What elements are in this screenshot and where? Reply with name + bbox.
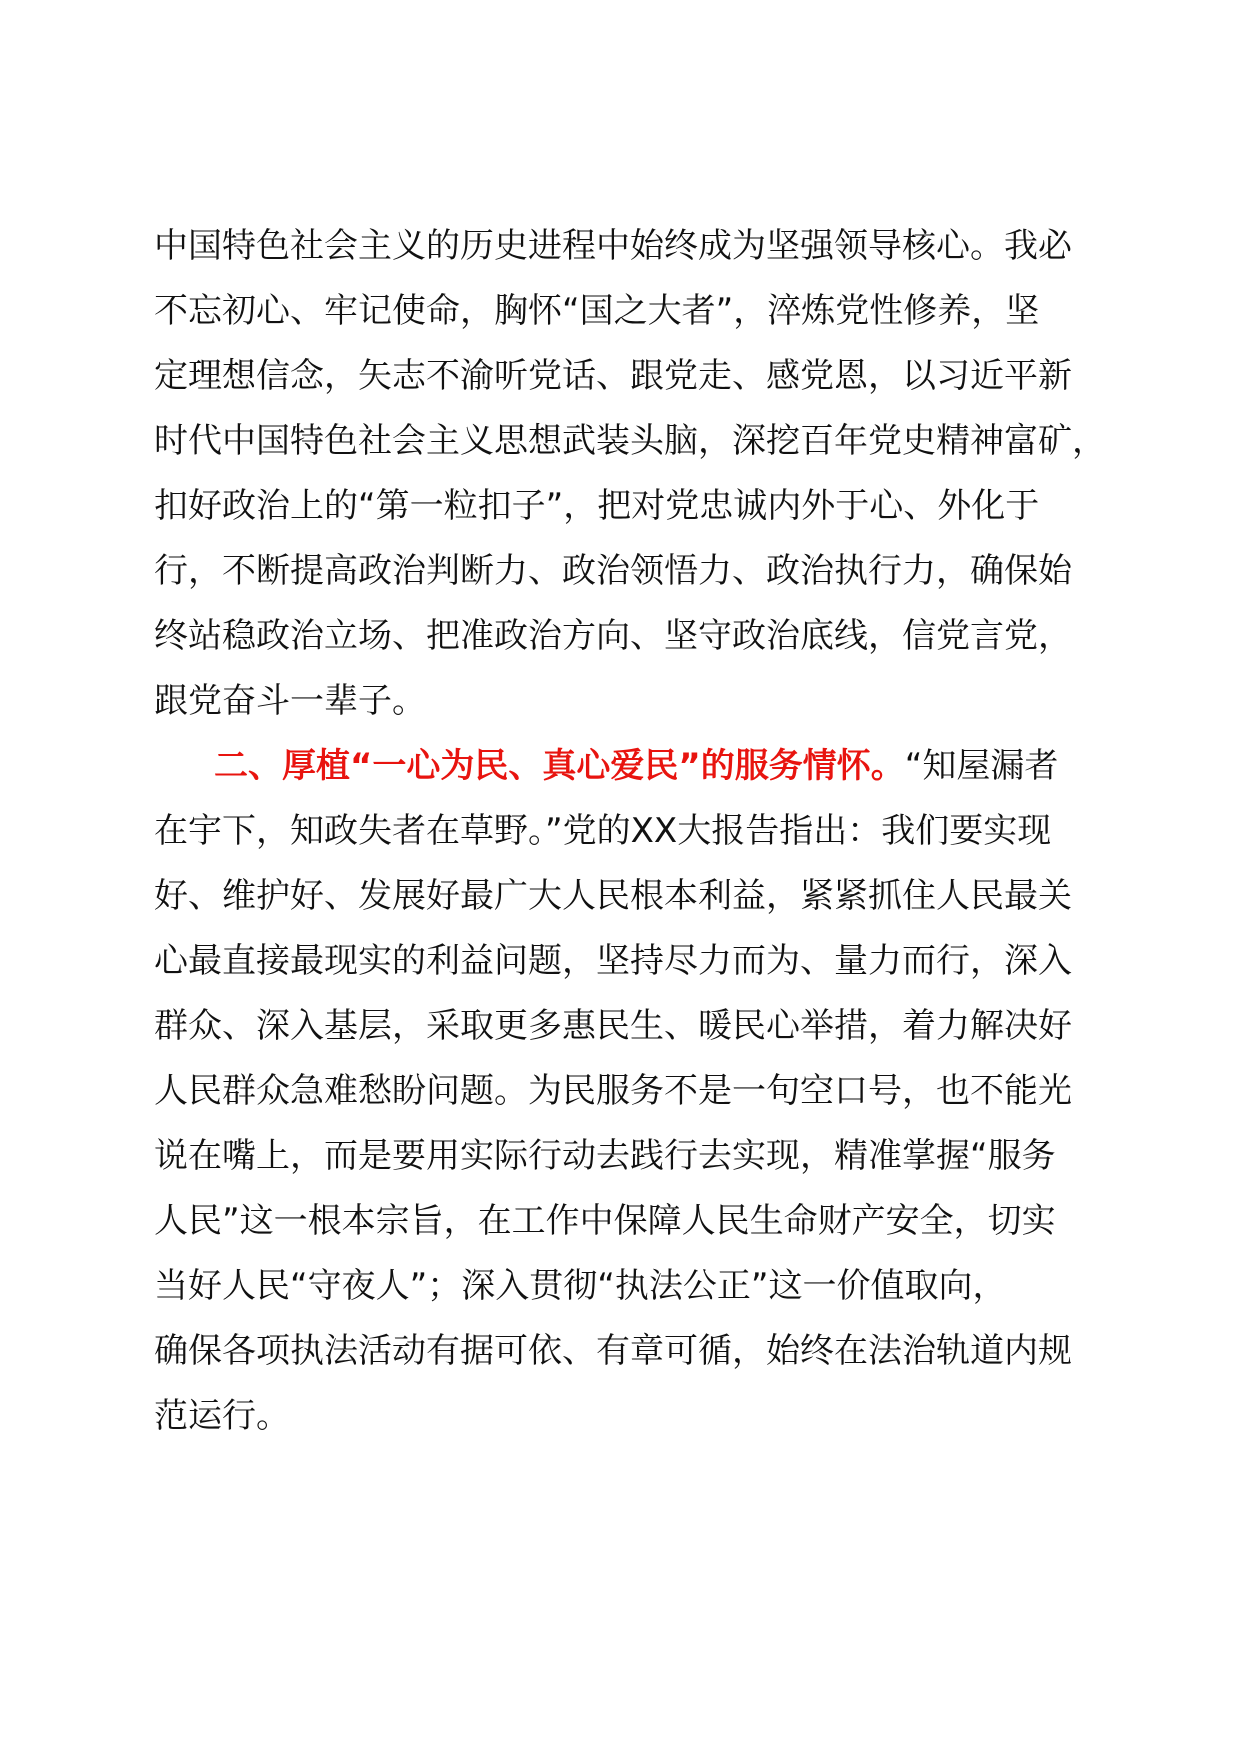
paragraph-2-line: 当好人民“守夜人”；深入贯彻“执法公正”这一价值取向，	[154, 1266, 1007, 1306]
paragraph-1-line: 时代中国特色社会主义思想武装头脑，深挖百年党史精神富矿，	[154, 421, 1106, 461]
paragraph-1-line: 跟党奋斗一辈子。	[154, 681, 426, 721]
paragraph-2-line: 心最直接最现实的利益问题，坚持尽力而为、量力而行，深入	[154, 941, 1072, 981]
paragraph-1-line: 定理想信念，矢志不渝听党话、跟党走、感党恩，以习近平新	[154, 356, 1072, 396]
paragraph-2-line: 范运行。	[154, 1396, 290, 1436]
paragraph-1-line: 终站稳政治立场、把准政治方向、坚守政治底线，信党言党，	[154, 616, 1072, 656]
paragraph-1-line: 扣好政治上的“第一粒扣子”，把对党忠诚内外于心、外化于	[154, 486, 1040, 526]
paragraph-2-line: 好、维护好、发展好最广大人民根本利益，紧紧抓住人民最关	[154, 876, 1072, 916]
document-body	[154, 214, 1106, 1449]
paragraph-1-line: 行，不断提高政治判断力、政治领悟力、政治执行力，确保始	[154, 551, 1072, 591]
paragraph-2	[154, 734, 1088, 1449]
paragraph-2-line: 群众、深入基层，采取更多惠民生、暖民心举措，着力解决好	[154, 1006, 1072, 1046]
paragraph-2-line: 说在嘴上，而是要用实际行动去践行去实现，精准掌握“服务	[154, 1136, 1056, 1176]
paragraph-2-first-line-text: “知屋漏者	[904, 746, 1059, 786]
paragraph-1-line: 不忘初心、牢记使命，胸怀“国之大者”，淬炼党性修养，坚	[154, 291, 1040, 331]
section-heading: 二、厚植“一心为民、真心爱民”的服务情怀。	[214, 746, 905, 786]
paragraph-1	[154, 214, 1106, 734]
paragraph-2-line: 人民”这一根本宗旨，在工作中保障人民生命财产安全，切实	[154, 1201, 1056, 1241]
paragraph-2-line: 确保各项执法活动有据可依、有章可循，始终在法治轨道内规	[154, 1331, 1072, 1371]
paragraph-2-line: 人民群众急难愁盼问题。为民服务不是一句空口号，也不能光	[154, 1071, 1072, 1111]
paragraph-1-line: 中国特色社会主义的历史进程中始终成为坚强领导核心。我必	[154, 226, 1072, 266]
paragraph-2-first-line	[154, 734, 1088, 799]
paragraph-2-line: 在宇下，知政失者在草野。”党的XX大报告指出：我们要实现	[154, 811, 1052, 851]
